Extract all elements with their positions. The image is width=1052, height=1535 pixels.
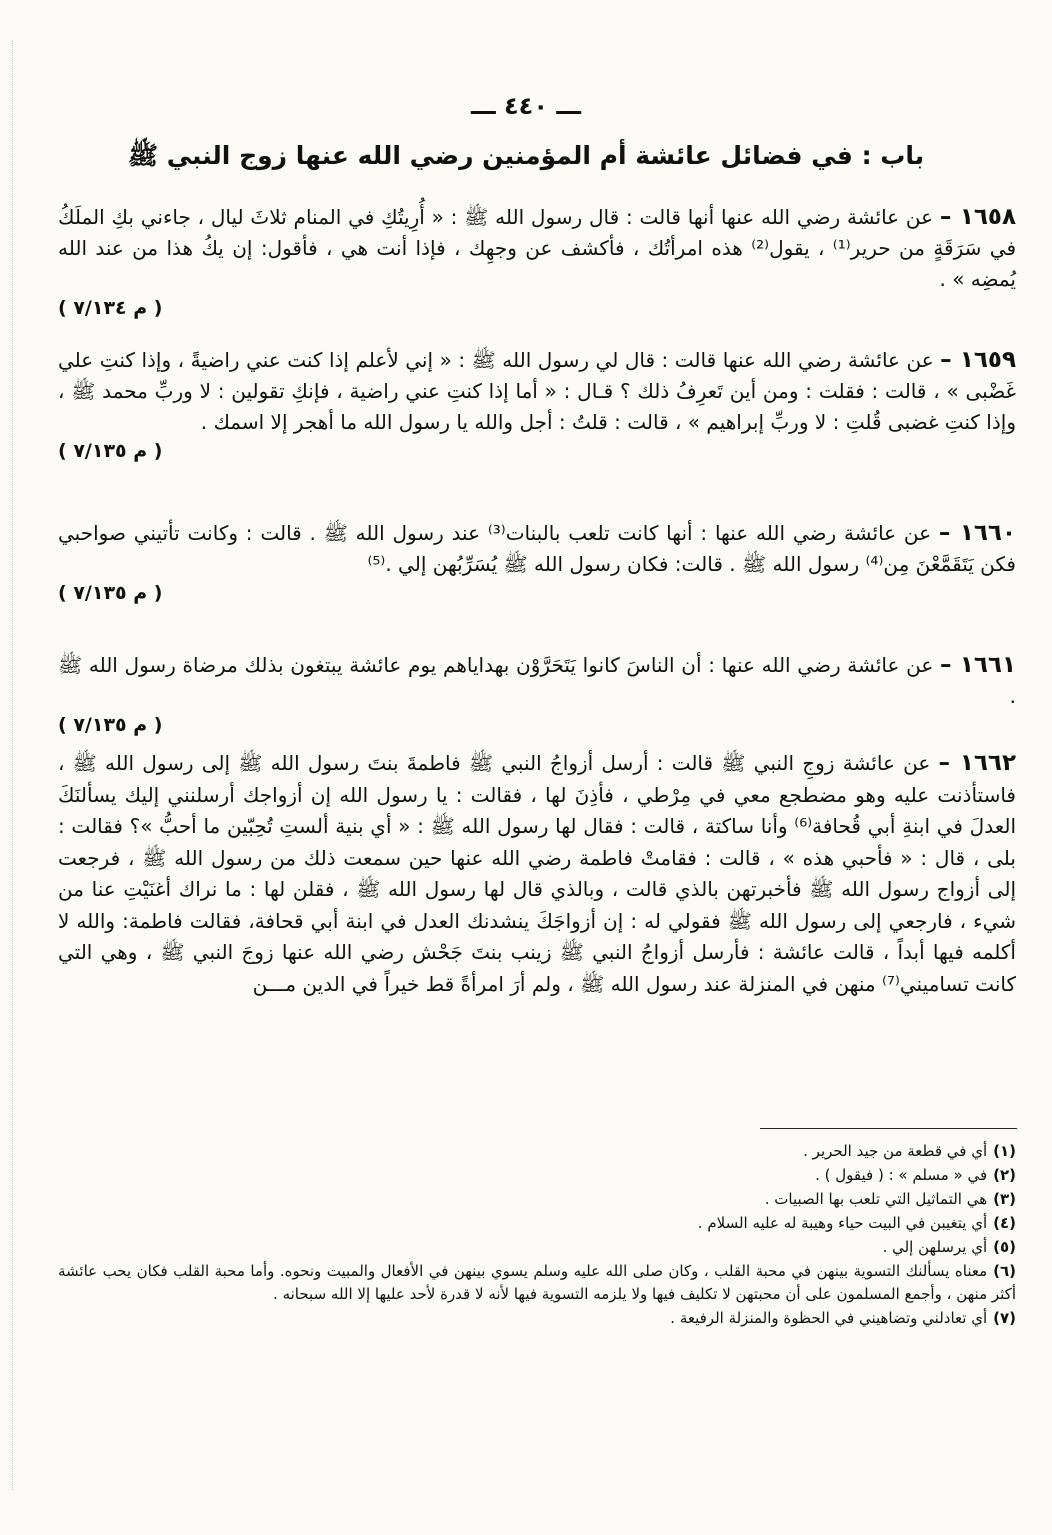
footnote-number: (٤)	[993, 1214, 1016, 1232]
footnote	[58, 1307, 1016, 1330]
footnote	[58, 1140, 1016, 1163]
footnote	[58, 1212, 1016, 1235]
footnotes	[58, 1140, 1016, 1331]
hadith-text	[58, 650, 1016, 712]
hadith-reference: ( م ٧/١٣٥ )	[58, 582, 163, 604]
hadith-body: عن عائشة رضي الله عنها : أن الناسَ كانوا يَتَحَرَّوْن بهداياهم يوم عائشة يبتغون بذلك مرضاة رسول الله ﷺ .	[58, 653, 1016, 708]
footnote-text: أي يرسلهن إلي .	[882, 1238, 988, 1256]
hadith-body: عن عائشة زوجِ النبي ﷺ قالت : أرسل أزواجُ النبي ﷺ فاطمةَ بنتَ رسول الله ﷺ إلى رسول الله ﷺ ، فاستأذنت عليه وهو مضطجع معي في مِرْطي ، فأذِنَ لها ، فقالت : يا رسول الله إن أزواجك أرسلنني إليك يسألنَكَ العدلَ في ابنةِ أبي قُحافة⁽⁶⁾ وأنا ساكتة ، قالت : فقال لها رسول الله ﷺ : « أي بنية ألستِ تُحِبّين ما أحبُّ »؟ فقالت : بلى ، قال : « فأحبي هذه » ، قالت : فقامتْ فاطمة رضي الله عنها حين سمعت ذلك من رسول الله ﷺ ، فرجعت إلى أزواج رسول الله ﷺ فأخبرتهن بالذي قالت ، وبالذي قال لها رسول الله ﷺ ، فقلن لها : ما نراك أغنَيْتِ عنا من شيء ، فارجعي إلى رسول الله ﷺ فقولي له : إن أزواجَكَ ينشدنك العدل في ابنة أبي قحافة، فقالت فاطمة: والله لا أكلمه فيها أبداً ، قالت عائشة : فأرسل أزواجُ النبي ﷺ زينب بنتَ جَحْش رضي الله عنها زوجَ النبي ﷺ ، وهي التي كانت تساميني⁽⁷⁾ منهن في المنزلة عند رسول الله ﷺ ، ولم أرَ امرأةً قط خيراً في الدين مـــن	[58, 751, 1016, 996]
footnote-number: (٢)	[993, 1166, 1016, 1184]
footnote	[58, 1260, 1016, 1306]
hadith-1660	[58, 518, 1016, 605]
hadith-1662	[58, 748, 1016, 1000]
hadith-1661	[58, 650, 1016, 737]
footnote-text: هي التماثيل التي تلعب بها الصبيات .	[764, 1190, 988, 1208]
hadith-body: عن عائشة رضي الله عنها قالت : قال لي رسول الله ﷺ : « إني لأعلم إذا كنت عني راضيةً ، وإذا كنتِ علي غَضْبى » ، قالت : فقلت : ومن أين تَعرِفُ ذلك ؟ قـال : « أما إذا كنتِ عني راضية ، فإنكِ تقولين : لا وربِّ محمد ﷺ ، وإذا كنتِ غضبى قُلتِ : لا وربِّ إبراهيم » ، قالت : قلتُ : أجل والله يا رسول الله ما أهجر إلا اسمك .	[58, 348, 1016, 434]
footnote-text: أي يتغيبن في البيت حياء وهيبة له عليه السلام .	[697, 1214, 988, 1232]
chapter-title: باب : في فضائل عائشة أم المؤمنين رضي الله عنها زوج النبي ﷺ	[127, 141, 925, 170]
footnote-separator	[760, 1128, 1017, 1129]
footnote-number: (٣)	[993, 1190, 1016, 1208]
footnote-number: (٦)	[993, 1262, 1016, 1280]
footnote-text: معناه يسألنك التسوية بينهن في محبة القلب ، وكان صلى الله عليه وسلم يسوي بينهن في الأفعال والمبيت ونحوه. وأما محبة القلب فكان يحب عائشة أكثر منهن ، وأجمع المسلمون على أن محبتهن لا تكليف فيها ولا يلزمه التسوية فيها لأنه لا قدرة لأحد عليها إلا الله سبحانه .	[58, 1262, 1016, 1303]
hadith-reference: ( م ٧/١٣٥ )	[58, 440, 163, 462]
hadith-1658	[58, 202, 1016, 320]
footnote	[58, 1164, 1016, 1187]
hadith-body: عن عائشة رضي الله عنها أنها قالت : قال رسول الله ﷺ : « أُرِيتُكِ في المنام ثلاثَ ليال ، جاءني بكِ الملَكُ في سَرَقَةٍ من حرير⁽¹⁾ ، يقول⁽²⁾ هذه امرأتُك ، فأكشف عن وجهِك ، فإذا أنت هي ، فأقول: إن يكُ هذا من عند الله يُمضِه » .	[58, 205, 1017, 291]
hadith-text	[58, 748, 1016, 1000]
hadith-number: ١٦٦٢ –	[938, 750, 1016, 776]
hadith-reference: ( م ٧/١٣٥ )	[58, 714, 163, 736]
footnote	[58, 1188, 1016, 1211]
hadith-number: ١٦٦٠ –	[938, 520, 1017, 546]
hadith-reference: ( م ٧/١٣٤ )	[58, 297, 163, 319]
hadith-1659	[58, 345, 1016, 463]
footnote-text: أي تعادلني وتضاهيني في الحظوة والمنزلة الرفيعة .	[670, 1309, 988, 1327]
hadith-number: ١٦٥٨ –	[939, 204, 1016, 230]
hadith-body: عن عائشة رضي الله عنها : أنها كانت تلعب بالبنات⁽³⁾ عند رسول الله ﷺ . قالت : وكانت تأتيني صواحبي فكن يَتَقَمَّعْنَ مِن⁽⁴⁾ رسول الله ﷺ . قالت: فكان رسول الله ﷺ يُسَرِّبُهن إلي .⁽⁵⁾	[58, 521, 1016, 576]
hadith-text	[58, 202, 1016, 295]
hadith-text	[58, 345, 1016, 438]
page-edge-line	[12, 40, 13, 1490]
footnote-text: في « مسلم » : ( فيقول ) .	[815, 1166, 988, 1184]
hadith-number: ١٦٥٩ –	[940, 347, 1016, 373]
footnote-number: (٧)	[993, 1309, 1016, 1327]
hadith-number: ١٦٦١ –	[940, 652, 1017, 678]
footnote-number: (١)	[993, 1142, 1016, 1160]
hadith-text	[58, 518, 1016, 580]
footnote	[58, 1236, 1016, 1259]
page-number: ـــ ٤٤٠ ـــ	[471, 92, 581, 120]
footnote-number: (٥)	[993, 1238, 1016, 1256]
footnote-text: أي في قطعة من جيد الحرير .	[803, 1142, 988, 1160]
